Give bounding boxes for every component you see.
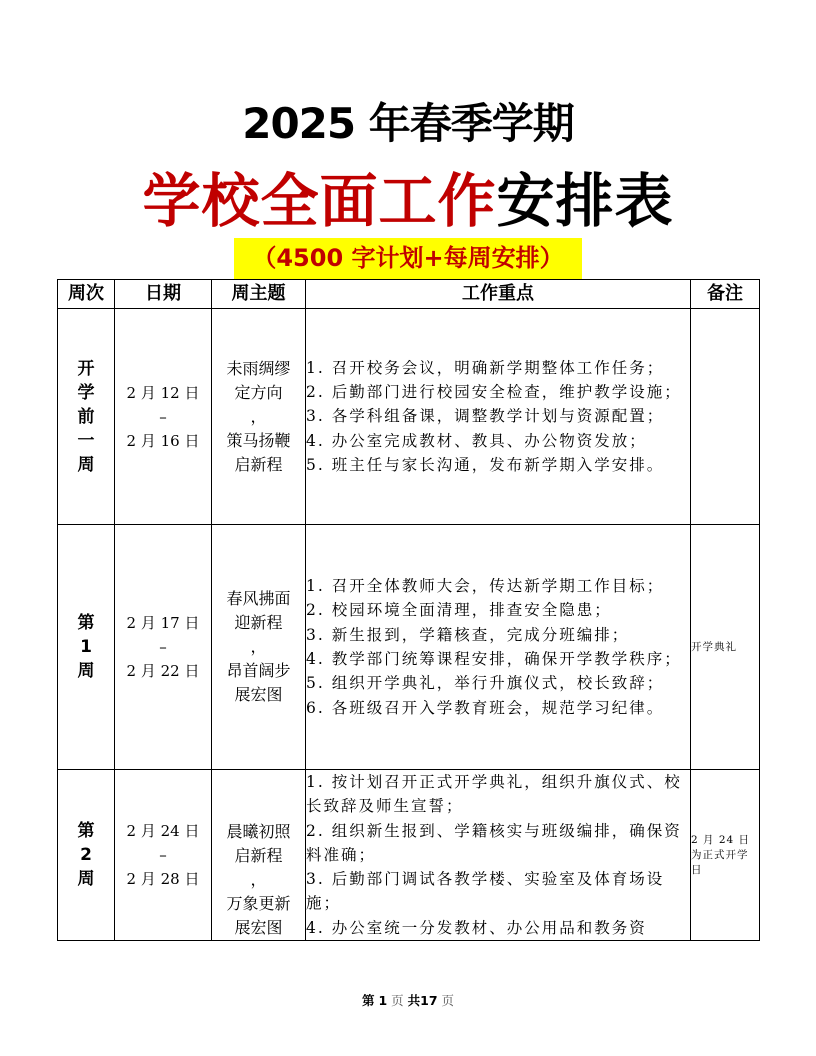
table-header-row xyxy=(58,280,760,309)
column-header-theme: 周主题 xyxy=(212,280,306,309)
theme-line: ， xyxy=(250,870,267,890)
week-cell xyxy=(58,309,115,525)
focus-cell xyxy=(306,525,691,770)
focus-item: 2. 后勤部门进行校园安全检查，维护教学设施； xyxy=(306,383,682,402)
theme-line: 万象更新 xyxy=(226,894,291,914)
date-start: 2 月 24 日 xyxy=(126,822,200,841)
total-page-count: 17 xyxy=(420,993,438,1008)
date-end: 2 月 22 日 xyxy=(126,662,200,680)
week-char: 周 xyxy=(77,454,95,475)
focus-item: 3. 后勤部门调试各教学楼、实验室及体育场设施； xyxy=(306,870,665,913)
date-cell xyxy=(115,309,212,525)
focus-item: 1. 召开全体教师大会，传达新学期工作目标； xyxy=(306,577,665,596)
theme-line: 定方向 xyxy=(234,382,283,402)
date-separator: – xyxy=(159,638,167,656)
title-red-part: 学校全面工作 xyxy=(142,167,497,235)
table-row xyxy=(58,525,760,770)
week-char: 一 xyxy=(77,430,95,451)
focus-cell xyxy=(306,770,691,941)
title-line-2 xyxy=(0,166,816,236)
focus-item: 5. 班主任与家长沟通，发布新学期入学安排。 xyxy=(306,455,665,474)
title-line-1: 2025 年春季学期 xyxy=(242,99,574,148)
table-row xyxy=(58,309,760,525)
week-char: 第 xyxy=(77,613,95,633)
theme-line: 迎新程 xyxy=(234,613,283,632)
date-cell xyxy=(115,770,212,941)
week-char: 2 xyxy=(80,845,92,866)
focus-item: 2. 组织新生报到、学籍核实与班级编排，确保资料准确； xyxy=(306,821,682,864)
column-header-week: 周次 xyxy=(58,280,115,309)
week-char: 学 xyxy=(77,382,95,403)
date-start: 2 月 12 日 xyxy=(126,383,200,402)
focus-item: 6. 各班级召开入学教育班会，规范学习纪律。 xyxy=(306,698,665,717)
week-char: 第 xyxy=(77,821,95,842)
theme-cell xyxy=(212,770,306,941)
focus-cell xyxy=(306,309,691,525)
footer-total-prefix: 共 xyxy=(407,993,421,1008)
focus-item: 4. 教学部门统筹课程安排，确保开学教学秩序； xyxy=(306,650,682,668)
week-cell xyxy=(58,770,115,941)
note-cell xyxy=(691,309,760,525)
theme-line: 晨曦初照 xyxy=(226,822,291,842)
week-char: 开 xyxy=(77,358,95,379)
theme-line: ， xyxy=(250,637,267,656)
focus-item: 4. 办公室完成教材、教具、办公物资发放； xyxy=(306,431,647,450)
title-black-part: 安排表 xyxy=(496,167,674,235)
current-page-number: 1 xyxy=(378,993,388,1008)
focus-item: 4. 办公室统一分发教材、办公用品和教务资 xyxy=(306,918,647,937)
week-char: 1 xyxy=(80,637,92,657)
focus-item: 1. 按计划召开正式开学典礼，组织升旗仪式、校长致辞及师生宣誓； xyxy=(306,773,682,816)
focus-item: 3. 各学科组备课，调整教学计划与资源配置； xyxy=(306,407,665,426)
week-char: 前 xyxy=(77,406,95,427)
week-char: 周 xyxy=(77,661,95,681)
theme-line: 策马扬鞭 xyxy=(226,430,291,450)
theme-line: 启新程 xyxy=(234,454,283,474)
date-cell xyxy=(115,525,212,770)
date-start: 2 月 17 日 xyxy=(126,614,200,632)
subtitle-highlight: （4500 字计划+每周安排） xyxy=(234,238,582,279)
note-cell: 开学典礼 xyxy=(691,525,760,770)
theme-line: 昂首阔步 xyxy=(226,661,291,680)
theme-line: 未雨绸缪 xyxy=(226,358,291,378)
focus-item: 5. 组织开学典礼，举行升旗仪式，校长致辞； xyxy=(306,674,665,693)
note-cell: 2 月 24 日为正式开学日 xyxy=(691,770,760,941)
focus-item: 3. 新生报到，学籍核查，完成分班编排； xyxy=(306,625,630,644)
theme-line: 启新程 xyxy=(234,846,283,866)
focus-item: 2. 校园环境全面清理，排查安全隐患； xyxy=(306,601,612,620)
date-separator: – xyxy=(159,407,167,426)
week-char: 周 xyxy=(77,869,95,890)
schedule-table xyxy=(57,279,760,941)
focus-item: 1. 召开校务会议，明确新学期整体工作任务； xyxy=(306,358,665,377)
theme-cell xyxy=(212,525,306,770)
page-footer xyxy=(0,991,816,1009)
date-end: 2 月 16 日 xyxy=(126,431,200,450)
footer-page-unit: 页 xyxy=(391,993,404,1008)
theme-line: 展宏图 xyxy=(234,685,283,704)
table-row xyxy=(58,770,760,941)
column-header-date: 日期 xyxy=(115,280,212,309)
week-cell xyxy=(58,525,115,770)
column-header-focus: 工作重点 xyxy=(306,280,691,309)
footer-prefix: 第 xyxy=(361,993,375,1008)
theme-cell xyxy=(212,309,306,525)
date-end: 2 月 28 日 xyxy=(126,870,200,889)
theme-line: ， xyxy=(250,406,267,426)
footer-total-unit: 页 xyxy=(441,993,455,1008)
theme-line: 展宏图 xyxy=(234,918,283,938)
theme-line: 春风拂面 xyxy=(226,589,291,608)
column-header-note: 备注 xyxy=(691,280,760,309)
date-separator: – xyxy=(159,846,167,865)
